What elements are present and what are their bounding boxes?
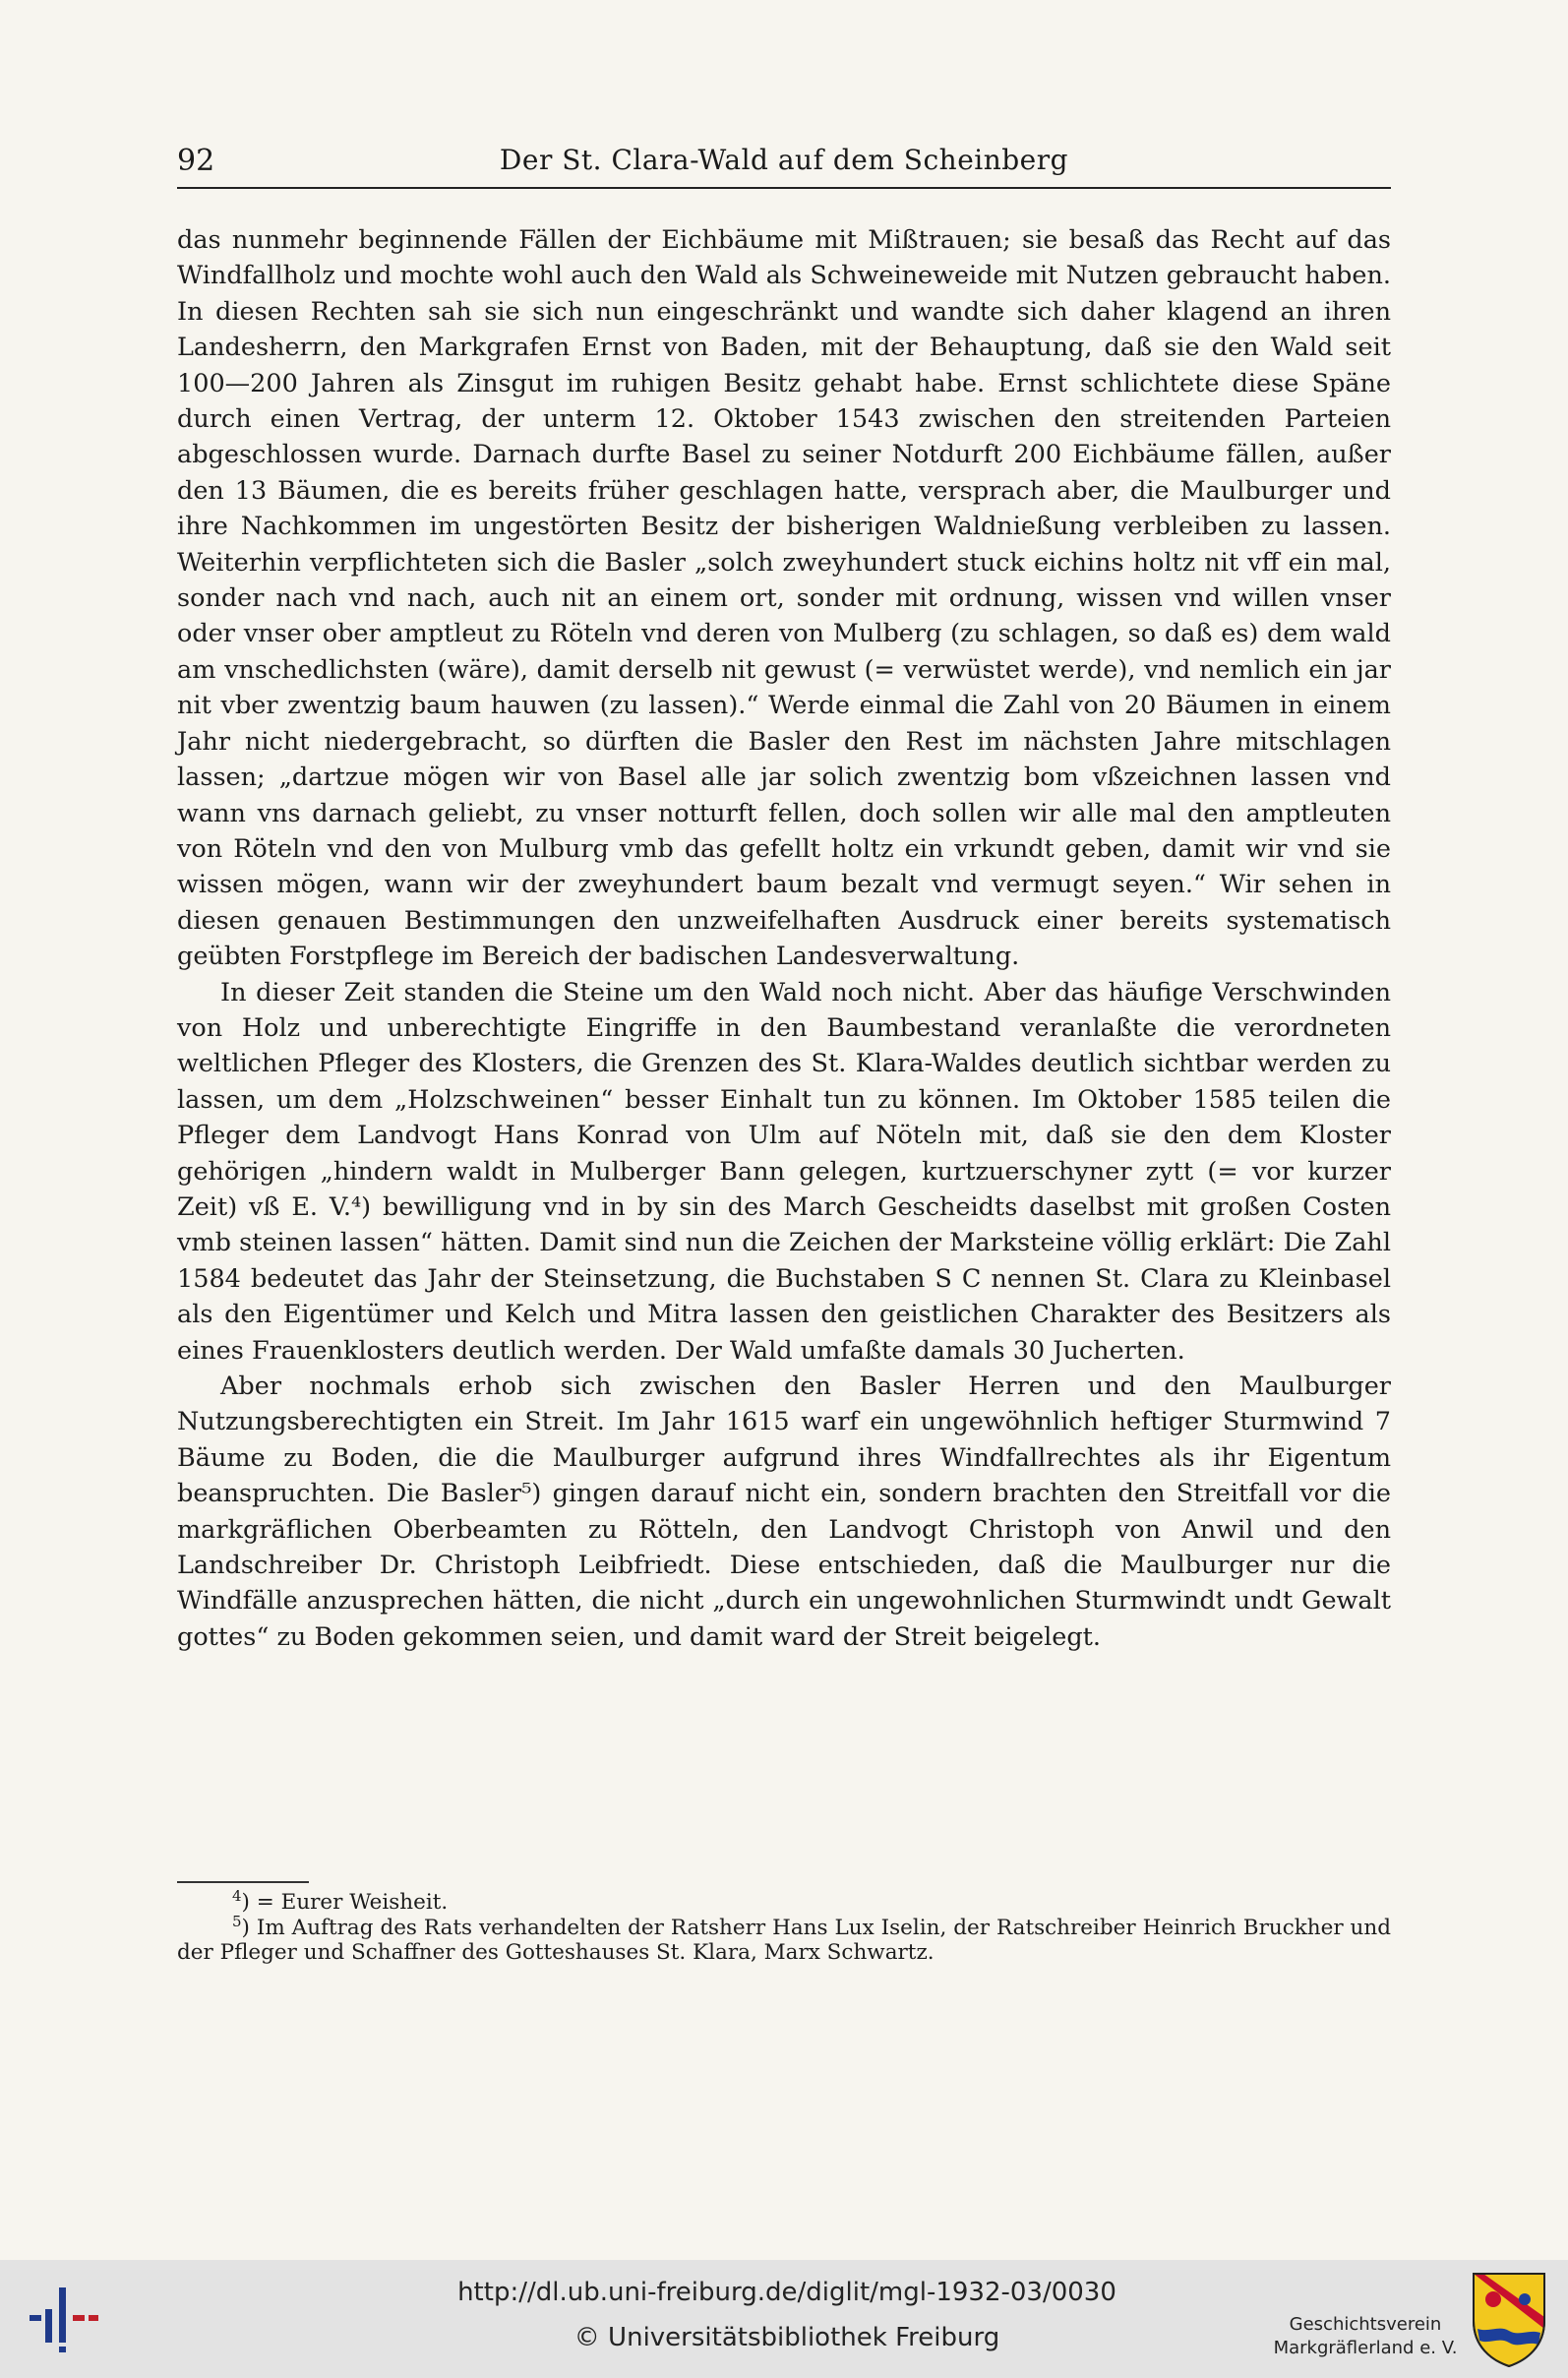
footnote-mark: 5: [232, 1912, 242, 1930]
coat-of-arms-icon: [1470, 2270, 1548, 2368]
paragraph: In dieser Zeit standen die Steine um den Wald noch nicht. Aber das häufige Verschwinden von Holz und unberechtigte Eingriffe in den Baumbestand veranlaßte die verordneten weltlichen Pfleger des Klosters, die Grenzen des St. Klara-Waldes deutlich sichtbar werden zu lassen, um dem „Holzschweinen“ besser Einhalt tun zu können. Im Oktober 1585 teilen die Pfleger dem Landvogt Hans Konrad von Ulm auf Nöteln mit, daß sie den dem Kloster gehörigen „hindern waldt in Mulberger Bann gelegen, kurtzuerschyner zytt (= vor kurzer Zeit) vß E. V.⁴) bewilligung vnd in by sin des March Gescheidts daselbst mit großen Costen vmb steinen lassen“ hätten. Damit sind nun die Zeichen der Marksteine völlig erklärt: Die Zahl 1584 bedeutet das Jahr der Steinsetzung, die Buchstaben S C nennen St. Clara zu Kleinbasel als den Eigentümer und Kelch und Mitra lassen den geistlichen Charakter des Besitzers als eines Frauenklosters deutlich werden. Der Wald umfaßte damals 30 Jucherten.: [177, 977, 1391, 1366]
paragraph: das nunmehr beginnende Fällen der Eichbäume mit Mißtrauen; sie besaß das Recht auf das Windfallholz und mochte wohl auch den Wald als Schweineweide mit Nutzen gebraucht haben. In diesen Rechten sah sie sich nun eingeschränkt und wandte sich daher klagend an ihren Landesherrn, den Markgrafen Ernst von Baden, mit der Behauptung, daß sie den Wald seit 100—200 Jahren als Zinsgut im ruhigen Besitz gehabt habe. Ernst schlichtete diese Späne durch einen Vertrag, der unterm 12. Oktober 1543 zwischen den streitenden Parteien abgeschlossen wurde. Darnach durfte Basel zu seiner Notdurft 200 Eichbäume fällen, außer den 13 Bäumen, die es bereits früher geschlagen hatte, versprach aber, die Maulburger und ihre Nachkommen im ungestörten Besitz der bisherigen Waldnießung verbleiben zu lassen. Weiterhin verpflichteten sich die Basler „solch zweyhundert stuck eichins holtz nit vff ein mal, sonder nach vnd nach, auch nit an einem ort, sonder mit ordnung, wissen vnd willen vnser oder vnser ober amptleut zu Röteln vnd deren von Mulberg (zu schlagen, so daß es) dem wald am vnschedlichsten (wäre), damit derselb nit gewust (= verwüstet werde), vnd nemlich ein jar nit vber zwentzig baum hauwen (zu lassen).“ Werde einmal die Zahl von 20 Bäumen in einem Jahr nicht niedergebracht, so dürften die Basler den Rest im nächsten Jahre mitschlagen lassen; „dartzue mögen wir von Basel alle jar solich zwentzig bom vßzeichnen lassen vnd wann vns darnach geliebt, zu vnser notturft fellen, doch sollen wir alle mal den amptleuten von Röteln vnd den von Mulburg vmb das gefellt holtz ein vrkundt geben, damit wir vnd sie wissen mögen, wann wir der zweyhundert baum bezalt vnd vermugt seyen.“ Wir sehen in diesen genauen Bestimmungen den unzweifelhaften Ausdruck einer bereits systematisch geübten Forstpflege im Bereich der badischen Landesverwaltung.: [177, 225, 1391, 972]
footnote-text: ) Im Auftrag des Rats verhandelten der Ratsherr Hans Lux Iselin, der Ratschreiber Heinrich Bruckher und der Pfleger und Schaffner des Gotteshauses St. Klara, Marx Schwartz.: [177, 1915, 1391, 1965]
society-name-line: Geschichtsverein: [1289, 2314, 1442, 2335]
footnotes: [177, 1886, 1391, 1966]
copyright-notice: © Universitätsbibliothek Freiburg: [573, 2323, 1000, 2352]
footnote: [177, 1886, 1391, 1916]
running-head: [177, 138, 1391, 189]
footnote-mark: 4: [232, 1886, 242, 1905]
footer-bar: [0, 2260, 1568, 2378]
footnote-text: ) = Eurer Weisheit.: [241, 1890, 449, 1915]
body-text: [177, 222, 1391, 1655]
footnote-divider: [177, 1881, 309, 1883]
source-url[interactable]: http://dl.ub.uni-freiburg.de/diglit/mgl-1932-03/0030: [457, 2278, 1116, 2307]
ub-freiburg-logo-icon: [28, 2282, 100, 2354]
running-title: Der St. Clara-Wald auf dem Scheinberg: [499, 144, 1069, 176]
paragraph: Aber nochmals erhob sich zwischen den Basler Herren und den Maulburger Nutzungsberechtigten ein Streit. Im Jahr 1615 warf ein ungewöhnlich heftiger Sturmwind 7 Bäume zu Boden, die die Maulburger aufgrund ihres Windfallrechtes als ihr Eigentum beanspruchten. Die Basler⁵) gingen darauf nicht ein, sondern brachten den Streitfall vor die markgräflichen Oberbeamten zu Rötteln, den Landvogt Christoph von Anwil und den Landschreiber Dr. Christoph Leibfriedt. Diese entschieden, daß die Maulburger nur die Windfälle anzusprechen hätten, die nicht „durch ein ungewohnlichen Sturmwindt undt Gewalt gottes“ zu Boden gekommen seien, und damit ward der Streit beigelegt.: [177, 1372, 1391, 1652]
footnote: [177, 1912, 1391, 1966]
society-name-line: Markgräflerland e. V.: [1273, 2338, 1458, 2358]
page-number: 92: [177, 144, 215, 178]
society-name: [1267, 2313, 1464, 2360]
